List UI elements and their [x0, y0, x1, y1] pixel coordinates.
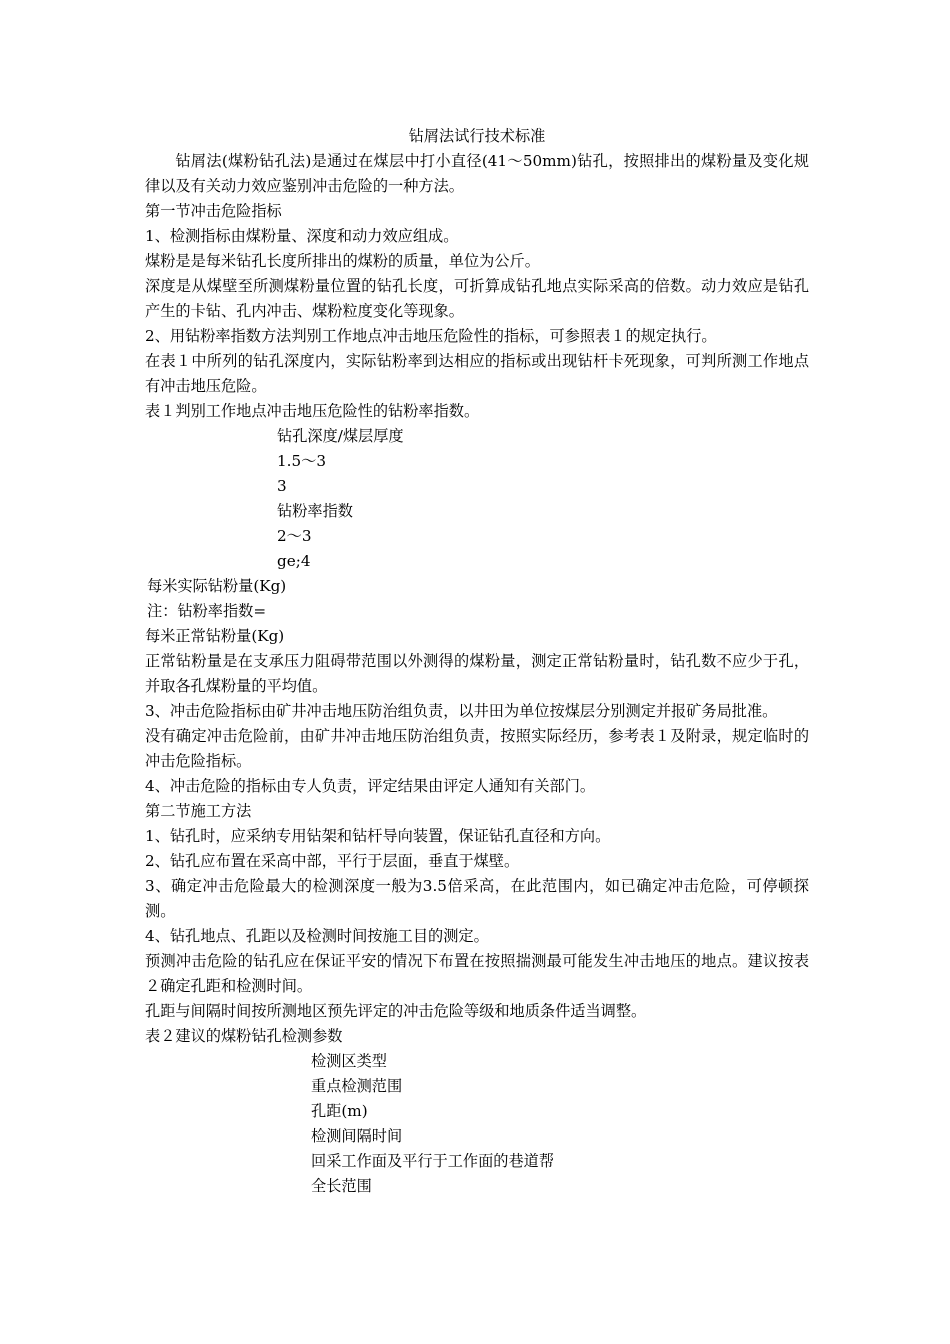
- note-numerator: 每米实际钻粉量(Kg): [147, 577, 287, 595]
- table2-cell: 回采工作面及平行于工作面的巷道帮: [311, 1152, 554, 1170]
- document-body: [145, 124, 809, 1199]
- table2-cell: 全长范围: [311, 1177, 372, 1195]
- section1-paragraph-7: 3、冲击危险指标由矿井冲击地压防治组负责，以井田为单位按煤层分别测定并报矿务局批准。: [145, 702, 778, 720]
- section2-paragraph-5: 预测冲击危险的钻孔应在保证平安的情况下布置在按照揣测最可能发生冲击地压的地点。建议按表２确定孔距和检测时间。: [145, 952, 809, 995]
- table1-cell: 2～3: [277, 527, 312, 545]
- section2-paragraph-2: 2、钻孔应布置在采高中部，平行于层面，垂直于煤壁。: [145, 852, 520, 870]
- table2: [145, 1049, 809, 1199]
- note-denominator: 每米正常钻粉量(Kg): [145, 627, 285, 645]
- table1-cell: ge;4: [277, 552, 311, 570]
- section1-heading: 第一节冲击危险指标: [145, 202, 282, 220]
- table1-cell: 钻孔深度/煤层厚度: [277, 427, 404, 445]
- table2-cell: 检测区类型: [311, 1052, 387, 1070]
- table2-cell: 检测间隔时间: [311, 1127, 403, 1145]
- section1-paragraph-3: 深度是从煤壁至所测煤粉量位置的钻孔长度，可折算成钻孔地点实际采高的倍数。动力效应是钻孔产生的卡钻、孔内冲击、煤粉粒度变化等现象。: [145, 277, 809, 320]
- table1-cell: 3: [277, 477, 287, 495]
- section1-paragraph-1: 1、检测指标由煤粉量、深度和动力效应组成。: [145, 227, 459, 245]
- document-title: 钻屑法试行技术标准: [408, 127, 546, 145]
- section1-paragraph-9: 4、冲击危险的指标由专人负责，评定结果由评定人通知有关部门。: [145, 777, 596, 795]
- section1-paragraph-2: 煤粉是是每米钻孔长度所排出的煤粉的质量，单位为公斤。: [145, 252, 540, 270]
- section2-heading: 第二节施工方法: [145, 802, 252, 820]
- table2-cell: 孔距(m): [311, 1102, 368, 1120]
- intro-paragraph: 钻屑法(煤粉钻孔法)是通过在煤层中打小直径(41～50mm)钻孔，按照排出的煤粉量及变化规律以及有关动力效应鉴别冲击危险的一种方法。: [145, 152, 809, 195]
- section1-paragraph-4: 2、用钻粉率指数方法判别工作地点冲击地压危险性的指标，可参照表１的规定执行。: [145, 327, 717, 345]
- section2-paragraph-3: 3、确定冲击危险最大的检测深度一般为3.5倍采高，在此范围内，如已确定冲击危险，可停顿探测。: [145, 877, 809, 920]
- section2-paragraph-4: 4、钻孔地点、孔距以及检测时间按施工目的测定。: [145, 927, 489, 945]
- table1-cell: 1.5～3: [277, 452, 327, 470]
- table2-cell: 重点检测范围: [311, 1077, 403, 1095]
- note-label: 注：钻粉率指数=: [147, 602, 267, 620]
- section2-paragraph-6: 孔距与间隔时间按所测地区预先评定的冲击危险等级和地质条件适当调整。: [145, 1002, 647, 1020]
- section1-paragraph-5: 在表１中所列的钻孔深度内，实际钻粉率到达相应的指标或出现钻杆卡死现象，可判所测工作地点有冲击地压危险。: [145, 352, 809, 395]
- section1-paragraph-8: 没有确定冲击危险前，由矿井冲击地压防治组负责，按照实际经历，参考表１及附录，规定临时的冲击危险指标。: [145, 727, 809, 770]
- table1-cell: 钻粉率指数: [277, 502, 353, 520]
- table1: [145, 424, 809, 574]
- section1-paragraph-6: 正常钻粉量是在支承压力阻碍带范围以外测得的煤粉量，测定正常钻粉量时，钻孔数不应少于孔，并取各孔煤粉量的平均值。: [145, 652, 809, 695]
- table2-caption: 表２建议的煤粉钻孔检测参数: [145, 1027, 343, 1045]
- table1-caption: 表１判别工作地点冲击地压危险性的钻粉率指数。: [145, 402, 480, 420]
- section2-paragraph-1: 1、钻孔时，应采纳专用钻架和钻杆导向装置，保证钻孔直径和方向。: [145, 827, 611, 845]
